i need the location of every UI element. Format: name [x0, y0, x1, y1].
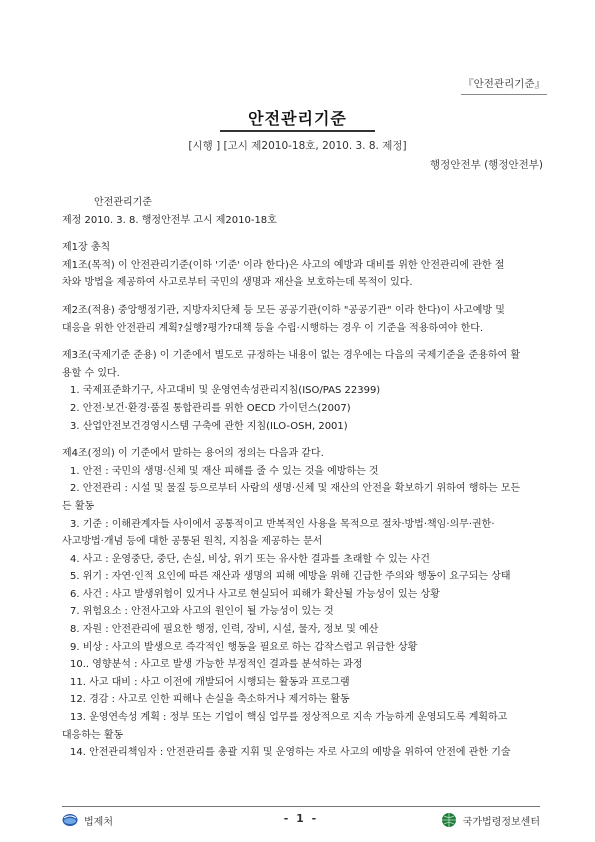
chapter-heading: 제1장 총칙	[62, 242, 111, 254]
globe-icon	[441, 812, 457, 828]
footer-left-label: 법제처	[84, 816, 113, 828]
article-2-line-2: 대응을 위한 안전관리 계획?실행?평가?대책 등을 수립·시행하는 경우 이 기준을 적용하여야 한다.	[62, 322, 484, 334]
definition-1: 1. 안전 : 국민의 생명·신체 및 재산 피해를 줄 수 있는 것을 예방하는 것	[70, 465, 379, 477]
definition-11: 11. 사고 대비 : 사고 이전에 개발되어 시행되는 활동과 프로그램	[70, 676, 350, 688]
article-1-line-1: 제1조(목적) 이 안전관리기준(이하 '기준' 이라 한다)은 사고의 예방과 대비를 위한 안전관리에 관한 절	[62, 259, 505, 271]
list-item: 1. 국제표준화기구, 사고대비 및 운영연속성관리지침(ISO/PAS 22399)	[70, 385, 381, 397]
definition-2-line-1: 2. 안전관리 : 시설 및 물질 등으로부터 사람의 생명·신체 및 재산의 안전을 확보하기 위하여 행하는 모든	[70, 483, 521, 495]
list-item: 3. 산업안전보건경영시스템 구축에 관한 지침(ILO-OSH, 2001)	[70, 420, 348, 432]
definition-3-line-2: 사고방법·개념 등에 대한 공통된 원칙, 지침을 제공하는 문서	[62, 536, 323, 548]
definition-13-line-2: 대응하는 활동	[62, 729, 124, 741]
footer-right-label: 국가법령정보센터	[462, 816, 540, 828]
document-tag: 『안전관리기준』	[461, 76, 547, 95]
article-3-line-1: 제3조(국제기준 준용) 이 기준에서 별도로 규정하는 내용이 없는 경우에는 다음의 국제기준을 준용하여 활	[62, 350, 521, 362]
definition-14-line-1: 14. 안전관리책임자 : 안전관리를 총괄 지휘 및 운영하는 자로 사고의 예방을 위하여 안전에 관한 기술	[70, 747, 511, 759]
article-2-line-1: 제2조(적용) 중앙행정기관, 지방자치단체 등 모든 공공기관(이하 "공공기관" 이라 한다)이 사고예방 및	[62, 304, 505, 316]
definition-6: 6. 사건 : 사고 발생위험이 있거나 사고로 현실되어 피해가 확산될 가능성이 있는 상황	[70, 588, 440, 600]
definition-9: 9. 비상 : 사고의 발생으로 즉각적인 행동을 필요로 하는 갑작스럽고 위급한 상황	[70, 641, 418, 653]
page-number: - 1 -	[283, 812, 319, 825]
page-footer	[62, 812, 540, 832]
definition-10: 10.. 영향분석 : 사고로 발생 가능한 부정적인 결과를 분석하는 과정	[70, 659, 363, 671]
article-3-line-2: 용할 수 있다.	[62, 367, 120, 379]
footer-divider	[62, 806, 540, 807]
definition-2-line-2: 든 활동	[62, 500, 95, 512]
page-title: 안전관리기준	[248, 109, 347, 128]
title-underline	[220, 130, 375, 132]
definition-3-line-1: 3. 기준 : 이해관계자들 사이에서 공통적이고 반복적인 사용을 목적으로 절차·방법·책임·의무·권한·	[70, 518, 495, 530]
definition-12: 12. 경감 : 사고로 인한 피해나 손실을 축소하거나 제거하는 활동	[70, 694, 350, 706]
definition-8: 8. 자원 : 안전관리에 필요한 행정, 인력, 장비, 시설, 물자, 정보 및 예산	[70, 624, 379, 636]
enforcement-info: [시행 ] [고시 제2010-18호, 2010. 3. 8. 제정]	[188, 140, 407, 152]
article-4-heading: 제4조(정의) 이 기준에서 말하는 용어의 정의는 다음과 같다.	[62, 448, 324, 460]
enact-line: 제정 2010. 3. 8. 행정안전부 고시 제2010-18호	[62, 214, 277, 226]
definition-7: 7. 위험요소 : 안전사고와 사고의 원인이 될 가능성이 있는 것	[70, 606, 334, 618]
list-item: 2. 안전·보건·환경·품질 통합관리를 위한 OECD 가이던스(2007)	[70, 402, 351, 414]
footer-right	[441, 812, 540, 828]
ministry-name: 행정안전부 (행정안전부)	[430, 159, 543, 171]
definition-13-line-1: 13. 운영연속성 계획 : 정부 또는 기업이 핵심 업무를 정상적으로 지속 가능하게 운영되도록 계획하고	[70, 712, 508, 724]
doc-name: 안전관리기준	[94, 197, 152, 208]
document-body	[62, 194, 540, 762]
definition-4: 4. 사고 : 운영중단, 중단, 손실, 비상, 위기 또는 유사한 결과를 초래할 수 있는 사건	[70, 553, 430, 565]
article-1-line-2: 차와 방법을 제공하여 사고로부터 국민의 생명과 재산을 보호하는데 목적이 있다.	[62, 277, 413, 289]
definition-5: 5. 위기 : 자연·인적 요인에 따른 재산과 생명의 피해 예방을 위해 긴급한 주의와 행동이 요구되는 상태	[70, 571, 511, 583]
